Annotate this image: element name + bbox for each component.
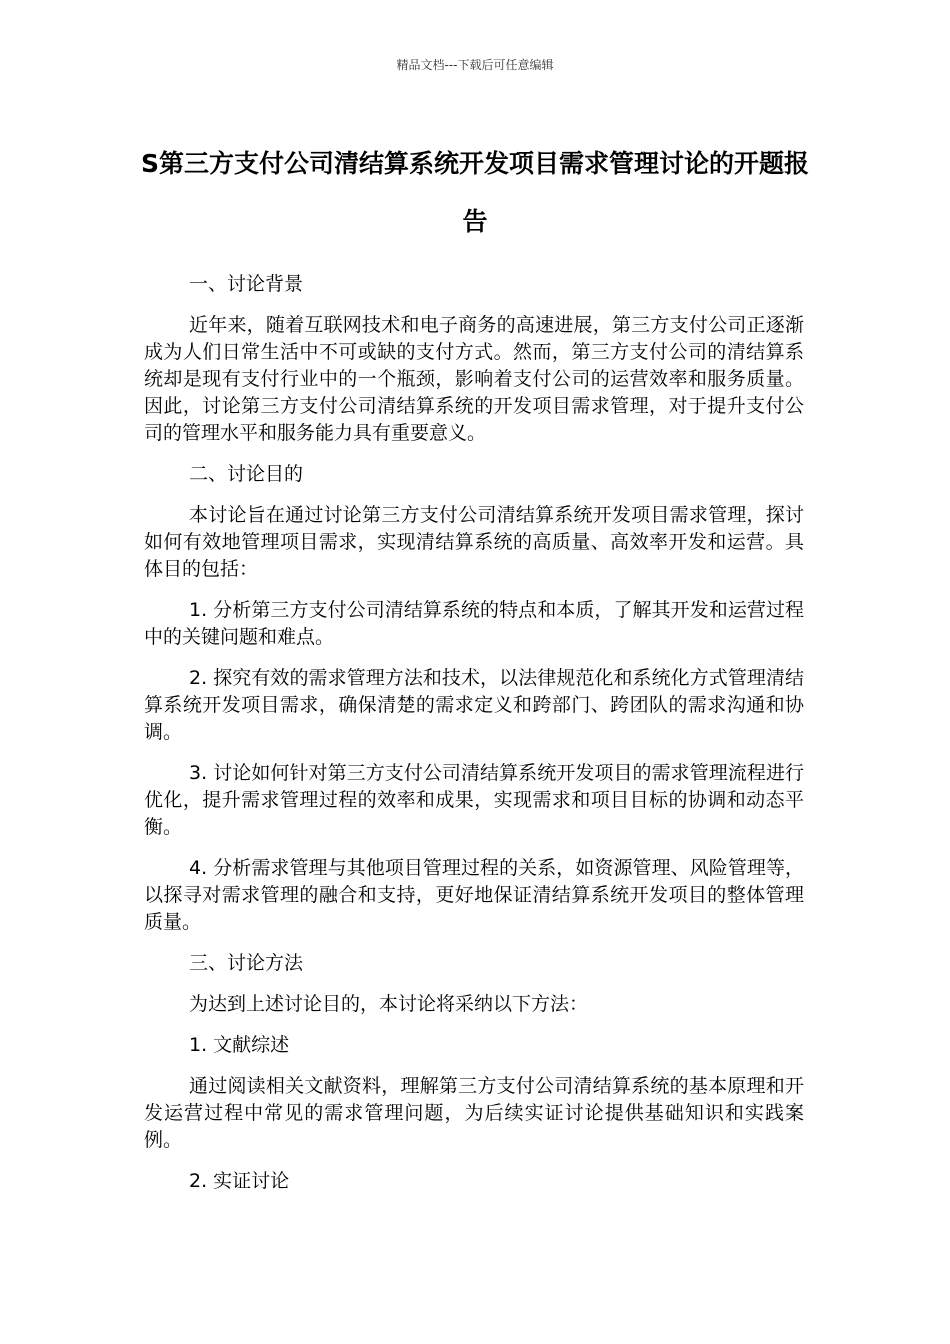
list-item-purpose-4: 4. 分析需求管理与其他项目管理过程的关系，如资源管理、风险管理等，以探寻对需求管理的融合和支持，更好地保证清结算系统开发项目的整体管理质量。 [144,857,804,933]
list-item-purpose-1: 1. 分析第三方支付公司清结算系统的特点和本质，了解其开发和运营过程中的关键问题和难点。 [144,599,804,648]
paragraph-literature-review: 通过阅读相关文献资料，理解第三方支付公司清结算系统的基本原理和开发运营过程中常见的需求管理问题，为后续实证讨论提供基础知识和实践案例。 [144,1075,804,1151]
paragraph-background: 近年来，随着互联网技术和电子商务的高速进展，第三方支付公司正逐渐成为人们日常生活中不可或缺的支付方式。然而，第三方支付公司的清结算系统却是现有支付行业中的一个瓶颈，影响着支付公司的运营效率和服务质量。因此，讨论第三方支付公司清结算系统的开发项目需求管理，对于提升支付公司的管理水平和服务能力具有重要意义。 [144,314,804,444]
list-item-purpose-2: 2. 探究有效的需求管理方法和技术，以法律规范化和系统化方式管理清结算系统开发项目需求，确保清楚的需求定义和跨部门、跨团队的需求沟通和协调。 [144,667,804,743]
list-item-method-1: 1. 文献综述 [189,1034,290,1056]
document-title: S第三方支付公司清结算系统开发项目需求管理讨论的开题报告 [140,149,809,236]
list-item-purpose-3: 3. 讨论如何针对第三方支付公司清结算系统开发项目的需求管理流程进行优化，提升需求管理过程的效率和成果，实现需求和项目目标的协调和动态平衡。 [144,762,804,838]
document-body [144,271,804,1209]
section-heading-method: 三、讨论方法 [189,952,304,974]
paragraph-method-intro: 为达到上述讨论目的，本讨论将采纳以下方法： [189,993,589,1015]
section-heading-background: 一、讨论背景 [189,273,304,295]
paragraph-purpose-intro: 本讨论旨在通过讨论第三方支付公司清结算系统开发项目需求管理，探讨如何有效地管理项目需求，实现清结算系统的高质量、高效率开发和运营。具体目的包括： [144,504,804,580]
list-item-method-2: 2. 实证讨论 [189,1170,290,1192]
section-heading-purpose: 二、讨论目的 [189,463,304,485]
page-header: 精品文档---下载后可任意编辑 [396,58,554,72]
